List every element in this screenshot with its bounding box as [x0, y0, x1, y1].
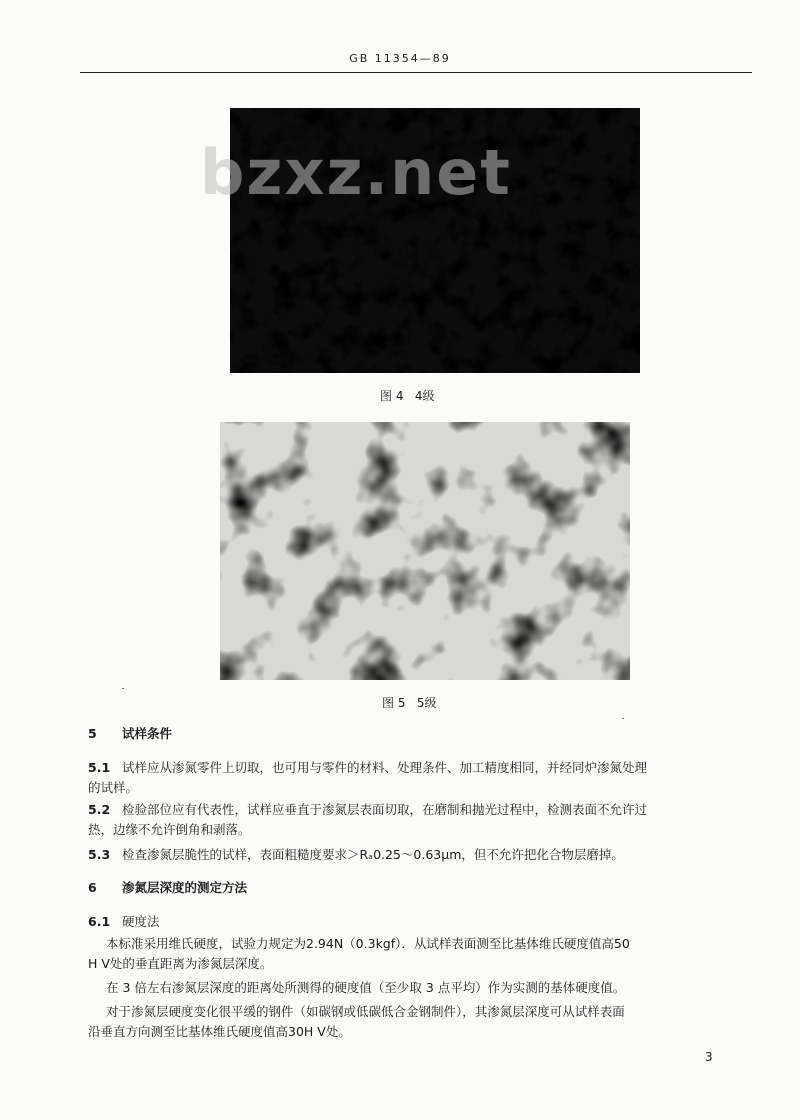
clause-number: 5.2: [88, 802, 111, 817]
paragraph-3: [88, 1002, 760, 1042]
section-5-heading: [88, 724, 760, 744]
section-number: 6: [88, 880, 97, 895]
paragraph-line: 沿垂直方向测至比基体维氏硬度值高30H V处。: [88, 1024, 351, 1039]
paragraph-line: 对于渗氮层硬度变化很平缓的钢件（如碳钢或低碳低合金钢制件），其渗氮层深度可从试样表面: [106, 1004, 625, 1019]
paragraph-line: H V处的垂直距离为渗氮层深度。: [88, 956, 273, 971]
paragraph-line: 在 3 倍左右渗氮层深度的距离处所测得的硬度值（至少取 3 点平均）作为实测的基体硬度值。: [106, 980, 626, 995]
clause-number: 5.1: [88, 760, 111, 775]
scan-speck: [122, 688, 124, 689]
clause-text: 检查渗氮层脆性的试样，表面粗糙度要求＞Rₐ0.25～0.63μm，但不允许把化合物层磨掉。: [122, 847, 624, 862]
section-title: 试样条件: [122, 726, 173, 741]
paragraph-line: 本标准采用维氏硬度，试验力规定为2.94N（0.3kgf）．从试样表面测至比基体维氏硬度值高50: [106, 936, 630, 951]
micrograph-figure-5: [220, 422, 630, 680]
scan-speck: [622, 718, 624, 719]
clause-5-3: [88, 845, 760, 865]
section-title: 渗氮层深度的测定方法: [122, 880, 248, 895]
clause-line: 热，边缘不允许倒角和剥落。: [88, 822, 251, 837]
clause-number: 5.3: [88, 847, 111, 862]
clause-5-2: [88, 800, 760, 840]
section-number: 5: [88, 726, 97, 741]
figure-5-caption: 图 5 5级: [382, 696, 437, 710]
page-number: 3: [705, 1050, 713, 1064]
header-rule: [80, 72, 752, 73]
clause-line: 试样应从渗氮零件上切取，也可用与零件的材料、处理条件、加工精度相同，并经同炉渗氮处理: [122, 760, 648, 775]
paragraph-2: [88, 978, 760, 998]
clause-6-1: [88, 912, 760, 932]
clause-5-1: [88, 758, 760, 798]
figure-4-caption: 图 4 4级: [380, 389, 435, 403]
clause-title: 硬度法: [122, 914, 160, 929]
section-6-heading: [88, 878, 760, 898]
clause-line: 检验部位应有代表性，试样应垂直于渗氮层表面切取，在磨制和抛光过程中，检测表面不允许过: [122, 802, 648, 817]
clause-line: 的试样。: [88, 780, 139, 795]
paragraph-1: [88, 934, 760, 974]
clause-number: 6.1: [88, 914, 111, 929]
watermark: bzxz.net: [200, 136, 512, 209]
standard-header: GB 11354—89: [349, 52, 451, 65]
